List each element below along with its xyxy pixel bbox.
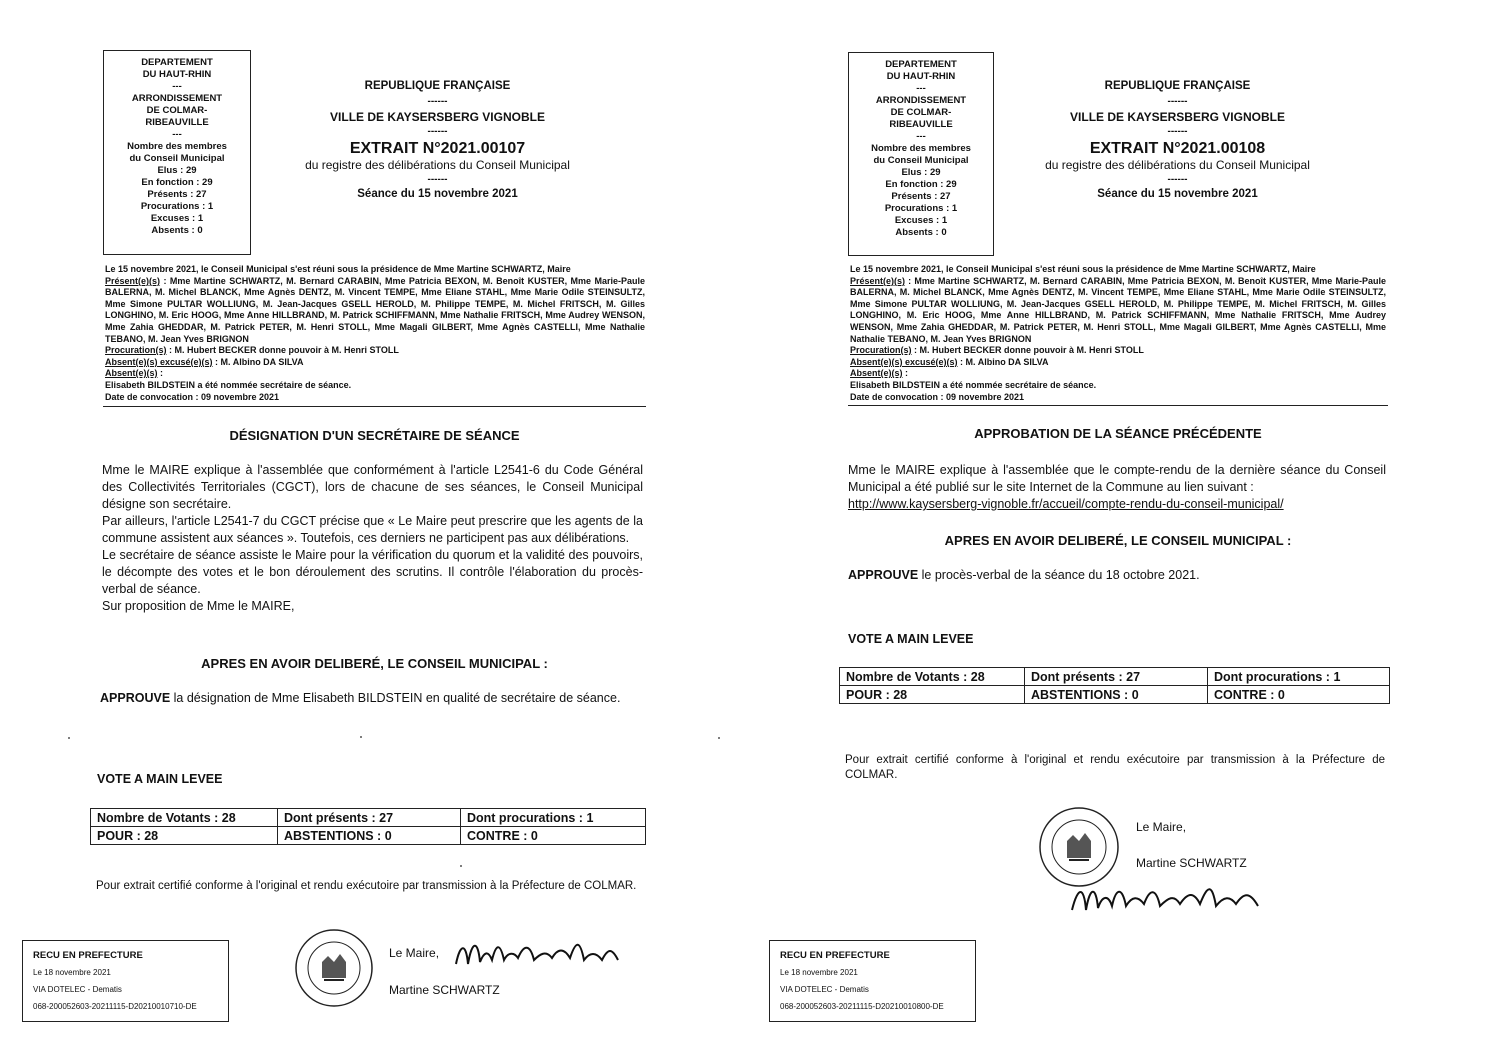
maire-label: Le Maire, bbox=[389, 946, 440, 960]
seance-date: Séance du 15 novembre 2021 bbox=[1097, 188, 1258, 200]
procurations-cell: Dont procurations : 1 bbox=[461, 809, 646, 827]
attendance-block: Le 15 novembre 2021, le Conseil Municipal s'est réuni sous la présidence de Mme Martine SCHWARTZ, Maire Présent(e)(s) : Mme Martine SCHWARTZ, M. Bernard CARABIN, Mme Patricia BEXON, M. Benoît KUSTER, Mme Marie-Paule BALERNA, M. Michel BLANCK, Mme Agnès DENTZ, M. Vincent TEMPE, Mme Eliane STAHL, Mme Marie Odile STEINSULTZ, Mme Simone PULTAR WOLLIUNG, M. Jean-Jacques GSELL HEROLD, M. Philippe TEMPE, M. Michel FRITSCH, M. Gilles LONGHINO, M. Eric HOOG, Mme Anne HILLBRAND, M. Patrick SCHIFFMANN, Mme Nathalie FRITSCH, Mme Audrey WENSON, Mme Zahia GHEDDAR, M. Patrick PETER, M. Henri STOLL, Mme Magali GILBERT, Mme Agnès CASTELLI, Mme Nathalie TEBANO, M. Jean Yves BRIGNON Procuration(s) : M. Hubert BECKER donne pouvoir à M. Henri STOLL Absent(e)(s) excusé(e)(s) : M. Albino DA SILVA Absent(e)(s) : Elisabeth BILDSTEIN a été nommée secrétaire de séance. Date de convocation : 09 novembre 2021 bbox=[105, 264, 645, 402]
table-row bbox=[91, 827, 646, 845]
divider bbox=[103, 406, 646, 407]
scan-speck bbox=[460, 865, 462, 867]
seance-date: Séance du 15 novembre 2021 bbox=[357, 188, 518, 200]
compte-rendu-link[interactable]: http://www.kaysersberg-vignoble.fr/accueil/compte-rendu-du-conseil-municipal/ bbox=[848, 497, 1284, 511]
contre-cell: CONTRE : 0 bbox=[461, 827, 646, 845]
pour-cell: POUR : 28 bbox=[91, 827, 278, 845]
decision-text: APPROUVE le procès-verbal de la séance du 18 octobre 2021. bbox=[848, 568, 1200, 582]
decision-text: APPROUVE la désignation de Mme Elisabeth BILDSTEIN en qualité de secrétaire de séance. bbox=[100, 691, 621, 705]
prefecture-receipt: RECU EN PREFECTURE Le 18 novembre 2021 VIA DOTELEC - Dematis 068-200052603-20211115-D20210010800-DE bbox=[769, 940, 976, 1022]
mairie-stamp bbox=[1038, 806, 1120, 888]
presents-cell: Dont présents : 27 bbox=[1025, 668, 1208, 686]
explanation-text: Mme le MAIRE explique à l'assemblée que conformément à l'article L2541-6 du Code Général des Collectivités Territoriales (CGCT), lors de chacune de ses séances, le Conseil Municipal désigne son secrétaire. Par ailleurs, l'article L2541-7 du CGCT précise que « Le Maire peut prescrire que les agents de la commune assistent aux séances ». Toutefois, ces derniers ne participent pas aux délibérations. Le secrétaire de séance assiste le Maire pour la vérification du quorum et la validité des pouvoirs, le décompte des votes et le bon déroulement des scrutins. Il contrôle l'élaboration du procès-verbal de séance. Sur proposition de Mme le MAIRE, bbox=[102, 463, 643, 613]
scan-speck bbox=[68, 737, 70, 739]
deliberation-heading: APRES EN AVOIR DELIBERÉ, LE CONSEIL MUNICIPAL : bbox=[201, 656, 548, 671]
ville: VILLE DE KAYSERSBERG VIGNOBLE bbox=[330, 110, 545, 124]
signature bbox=[452, 934, 632, 974]
maire-name: Martine SCHWARTZ bbox=[1136, 856, 1247, 870]
document-header: REPUBLIQUE FRANÇAISE ------ VILLE DE KAYSERSBERG VIGNOBLE ------ EXTRAIT N°2021.00108 du registre des délibérations du Conseil Municipal ------ Séance du 15 novembre 2021 bbox=[1010, 80, 1345, 200]
mairie-stamp bbox=[294, 928, 374, 1008]
table-row bbox=[840, 668, 1390, 686]
certification-text: Pour extrait certifié conforme à l'original et rendu exécutoire par transmission à la Préfecture de COLMAR. bbox=[845, 754, 1385, 781]
extrait-number: EXTRAIT N°2021.00107 bbox=[349, 140, 526, 157]
table-row bbox=[91, 809, 646, 827]
department-box: DEPARTEMENT DU HAUT-RHIN --- ARRONDISSEMENT DE COLMAR- RIBEAUVILLE --- Nombre des membres du Conseil Municipal Elus : 29 En fonction : 29 Présents : 27 Procurations : 1 Excuses : 1 Absents : 0 bbox=[848, 52, 994, 256]
document-header: REPUBLIQUE FRANÇAISE ------ VILLE DE KAYSERSBERG VIGNOBLE ------ EXTRAIT N°2021.00107 du registre des délibérations du Conseil Municipal ------ Séance du 15 novembre 2021 bbox=[270, 80, 605, 200]
deliberation-heading: APRES EN AVOIR DELIBERÉ, LE CONSEIL MUNICIPAL : bbox=[944, 533, 1292, 548]
vote-title: VOTE A MAIN LEVEE bbox=[97, 772, 223, 786]
registre: du registre des délibérations du Conseil Municipal bbox=[1045, 158, 1310, 172]
scan-speck bbox=[718, 737, 720, 739]
republique: REPUBLIQUE FRANÇAISE bbox=[364, 80, 511, 92]
pour-cell: POUR : 28 bbox=[840, 686, 1025, 704]
contre-cell: CONTRE : 0 bbox=[1208, 686, 1390, 704]
votants-cell: Nombre de Votants : 28 bbox=[91, 809, 278, 827]
explanation-text: Mme le MAIRE explique à l'assemblée que le compte-rendu de la dernière séance du Conseil Municipal a été publié sur le site Internet de la Commune au lien suivant : http://www.kaysersberg-vignoble.fr/accueil/compte-rendu-du-conseil-municipal/ bbox=[848, 463, 1386, 511]
presents-cell: Dont présents : 27 bbox=[278, 809, 461, 827]
divider bbox=[848, 405, 1388, 406]
maire-label: Le Maire, bbox=[1136, 820, 1187, 834]
ville: VILLE DE KAYSERSBERG VIGNOBLE bbox=[1070, 110, 1285, 124]
section-title: APPROBATION DE LA SÉANCE PRÉCÉDENTE bbox=[974, 426, 1262, 441]
procurations-cell: Dont procurations : 1 bbox=[1208, 668, 1390, 686]
prefecture-receipt: RECU EN PREFECTURE Le 18 novembre 2021 VIA DOTELEC - Dematis 068-200052603-20211115-D20210010710-DE bbox=[22, 940, 229, 1022]
vote-table bbox=[839, 667, 1390, 704]
extrait-number: EXTRAIT N°2021.00108 bbox=[1089, 140, 1266, 157]
votants-cell: Nombre de Votants : 28 bbox=[840, 668, 1025, 686]
certification-text: Pour extrait certifié conforme à l'original et rendu exécutoire par transmission à la Préfecture de COLMAR. bbox=[96, 880, 637, 892]
abstentions-cell: ABSTENTIONS : 0 bbox=[278, 827, 461, 845]
vote-table bbox=[90, 808, 646, 845]
maire-name: Martine SCHWARTZ bbox=[389, 983, 500, 997]
republique: REPUBLIQUE FRANÇAISE bbox=[1104, 80, 1251, 92]
section-title: DÉSIGNATION D'UN SECRÉTAIRE DE SÉANCE bbox=[229, 428, 520, 443]
attendance-block: Le 15 novembre 2021, le Conseil Municipal s'est réuni sous la présidence de Mme Martine SCHWARTZ, Maire Présent(e)(s) : Mme Martine SCHWARTZ, M. Bernard CARABIN, Mme Patricia BEXON, M. Benoît KUSTER, Mme Marie-Paule BALERNA, M. Michel BLANCK, Mme Agnès DENTZ, M. Vincent TEMPE, Mme Eliane STAHL, Mme Marie Odile STEINSULTZ, Mme Simone PULTAR WOLLIUNG, M. Jean-Jacques GSELL HEROLD, M. Philippe TEMPE, M. Michel FRITSCH, M. Gilles LONGHINO, M. Eric HOOG, Mme Anne HILLBRAND, M. Patrick SCHIFFMANN, Mme Nathalie FRITSCH, Mme Audrey WENSON, Mme Zahia GHEDDAR, M. Patrick PETER, M. Henri STOLL, Mme Magali GILBERT, Mme Agnès CASTELLI, Mme Nathalie TEBANO, M. Jean Yves BRIGNON Procuration(s) : M. Hubert BECKER donne pouvoir à M. Henri STOLL Absent(e)(s) excusé(e)(s) : M. Albino DA SILVA Absent(e)(s) : Elisabeth BILDSTEIN a été nommée secrétaire de séance. Date de convocation : 09 novembre 2021 bbox=[850, 264, 1386, 402]
table-row bbox=[840, 686, 1390, 704]
vote-title: VOTE A MAIN LEVEE bbox=[848, 632, 974, 646]
department-box: DEPARTEMENT DU HAUT-RHIN --- ARRONDISSEMENT DE COLMAR- RIBEAUVILLE --- Nombre des membres du Conseil Municipal Elus : 29 En fonction : 29 Présents : 27 Procurations : 1 Excuses : 1 Absents : 0 bbox=[103, 50, 251, 255]
abstentions-cell: ABSTENTIONS : 0 bbox=[1025, 686, 1208, 704]
registre: du registre des délibérations du Conseil Municipal bbox=[305, 158, 570, 172]
scan-speck bbox=[360, 736, 362, 738]
signature bbox=[1068, 878, 1278, 918]
